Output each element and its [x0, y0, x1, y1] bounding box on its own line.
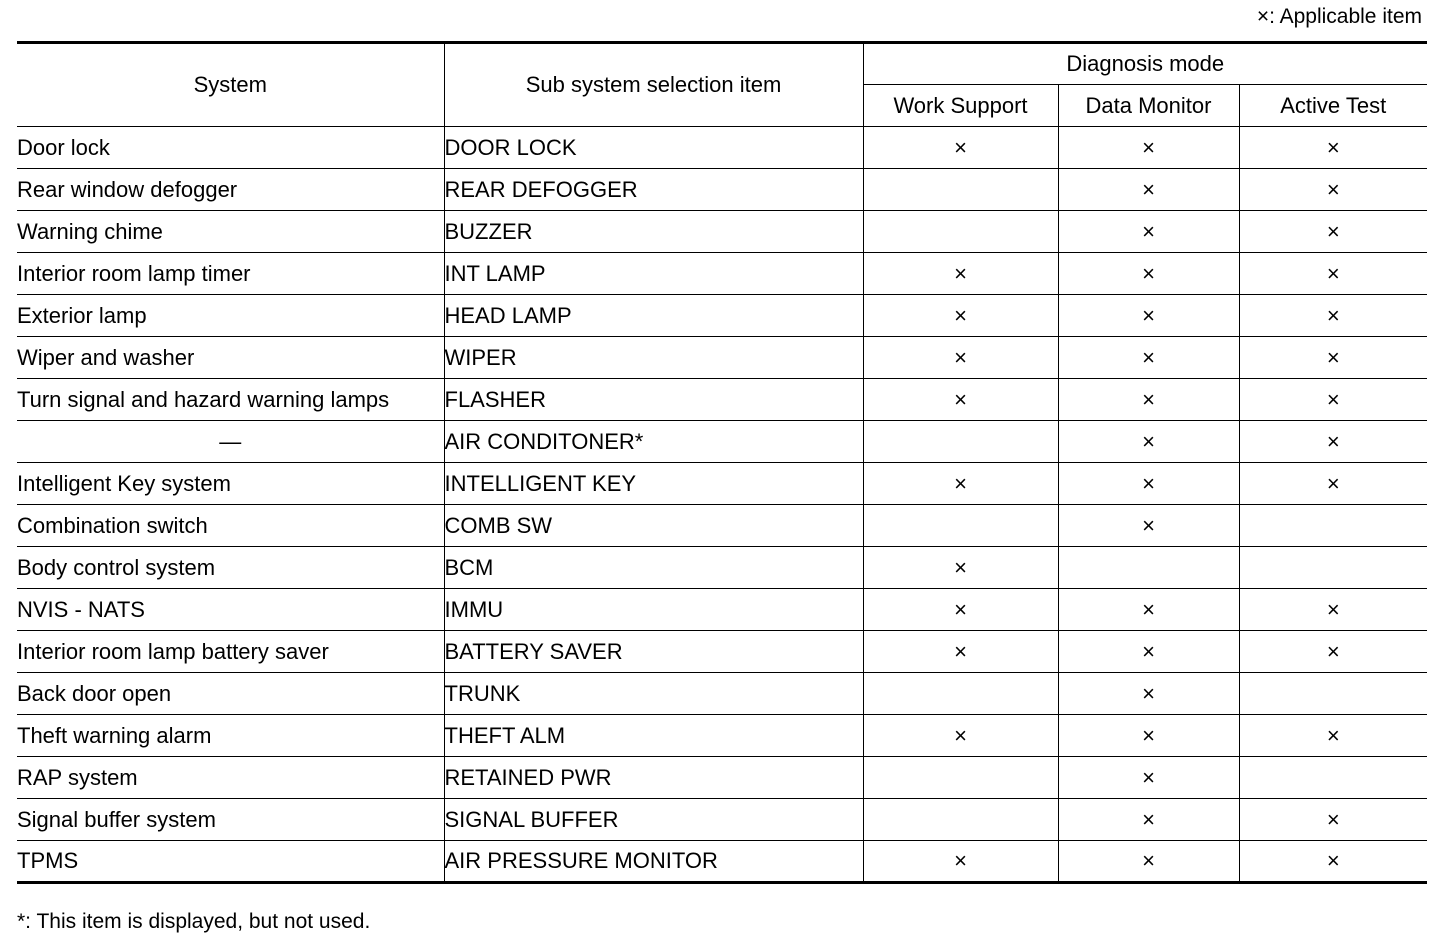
- data-monitor-mark: [1058, 211, 1239, 253]
- system-cell: Intelligent Key system: [17, 463, 444, 505]
- applicable-mark-icon: ×: [1326, 260, 1340, 286]
- table-row: [17, 463, 1427, 505]
- footnote: *: This item is displayed, but not used.: [17, 910, 371, 933]
- applicable-mark-icon: ×: [954, 596, 967, 622]
- applicable-mark-icon: ×: [1326, 176, 1340, 202]
- applicable-mark-icon: ×: [1142, 176, 1155, 202]
- table-row: [17, 631, 1427, 673]
- applicable-mark-icon: ×: [954, 848, 967, 873]
- data-monitor-mark: [1058, 841, 1239, 883]
- sub-system-cell: INTELLIGENT KEY: [444, 463, 863, 505]
- active-test-mark: [1239, 547, 1427, 589]
- table-row: [17, 295, 1427, 337]
- work-support-mark: [863, 589, 1058, 631]
- table-row: [17, 589, 1427, 631]
- table-row: [17, 715, 1427, 757]
- system-cell: Interior room lamp battery saver: [17, 631, 444, 673]
- applicable-mark-icon: ×: [954, 554, 967, 580]
- active-test-mark: [1239, 715, 1427, 757]
- applicable-mark-icon: ×: [954, 134, 967, 160]
- table-row: [17, 169, 1427, 211]
- active-test-mark: [1239, 673, 1427, 715]
- header-active-test: Active Test: [1239, 85, 1427, 127]
- applicable-mark-icon: ×: [1326, 302, 1340, 328]
- sub-system-cell: RETAINED PWR: [444, 757, 863, 799]
- sub-system-cell: TRUNK: [444, 673, 863, 715]
- work-support-mark: [863, 673, 1058, 715]
- table-row: [17, 841, 1427, 883]
- table-row: [17, 547, 1427, 589]
- applicable-mark-icon: ×: [1142, 722, 1155, 748]
- work-support-mark: [863, 253, 1058, 295]
- data-monitor-mark: [1058, 589, 1239, 631]
- system-cell: Combination switch: [17, 505, 444, 547]
- applicable-mark-icon: ×: [1326, 218, 1340, 244]
- applicable-mark-icon: ×: [1326, 428, 1340, 454]
- work-support-mark: [863, 547, 1058, 589]
- legend-note: ×: Applicable item: [1256, 5, 1422, 28]
- system-cell: —: [17, 421, 444, 463]
- work-support-mark: [863, 631, 1058, 673]
- sub-system-cell: THEFT ALM: [444, 715, 863, 757]
- work-support-mark: [863, 211, 1058, 253]
- table-row: [17, 379, 1427, 421]
- active-test-mark: [1239, 379, 1427, 421]
- active-test-mark: [1239, 589, 1427, 631]
- applicable-mark-icon: ×: [1142, 512, 1155, 538]
- applicable-mark-icon: ×: [1142, 764, 1155, 790]
- work-support-mark: [863, 715, 1058, 757]
- header-work-support: Work Support: [863, 85, 1058, 127]
- applicable-mark-icon: ×: [1142, 134, 1155, 160]
- system-cell: TPMS: [17, 841, 444, 883]
- sub-system-cell: SIGNAL BUFFER: [444, 799, 863, 841]
- work-support-mark: [863, 379, 1058, 421]
- active-test-mark: [1239, 253, 1427, 295]
- applicable-mark-icon: ×: [1142, 848, 1155, 873]
- applicable-mark-icon: ×: [1326, 848, 1340, 873]
- applicable-mark-icon: ×: [1142, 260, 1155, 286]
- system-cell: Theft warning alarm: [17, 715, 444, 757]
- work-support-mark: [863, 505, 1058, 547]
- header-system: System: [17, 43, 444, 127]
- sub-system-cell: IMMU: [444, 589, 863, 631]
- sub-system-cell: INT LAMP: [444, 253, 863, 295]
- applicable-mark-icon: ×: [1142, 638, 1155, 664]
- applicable-mark-icon: ×: [954, 470, 967, 496]
- system-cell: Warning chime: [17, 211, 444, 253]
- data-monitor-mark: [1058, 253, 1239, 295]
- table-row: [17, 337, 1427, 379]
- active-test-mark: [1239, 463, 1427, 505]
- data-monitor-mark: [1058, 421, 1239, 463]
- sub-system-cell: FLASHER: [444, 379, 863, 421]
- table-row: [17, 757, 1427, 799]
- table-row: [17, 421, 1427, 463]
- data-monitor-mark: [1058, 799, 1239, 841]
- applicable-mark-icon: ×: [1142, 386, 1155, 412]
- applicable-mark-icon: ×: [1326, 386, 1340, 412]
- data-monitor-mark: [1058, 757, 1239, 799]
- data-monitor-mark: [1058, 379, 1239, 421]
- sub-system-cell: WIPER: [444, 337, 863, 379]
- sub-system-cell: AIR PRESSURE MONITOR: [444, 841, 863, 883]
- data-monitor-mark: [1058, 337, 1239, 379]
- data-monitor-mark: [1058, 715, 1239, 757]
- sub-system-cell: BCM: [444, 547, 863, 589]
- system-cell: Interior room lamp timer: [17, 253, 444, 295]
- applicable-mark-icon: ×: [1142, 218, 1155, 244]
- sub-system-cell: HEAD LAMP: [444, 295, 863, 337]
- work-support-mark: [863, 421, 1058, 463]
- active-test-mark: [1239, 295, 1427, 337]
- applicable-mark-icon: ×: [954, 302, 967, 328]
- active-test-mark: [1239, 841, 1427, 883]
- work-support-mark: [863, 169, 1058, 211]
- data-monitor-mark: [1058, 505, 1239, 547]
- applicable-mark-icon: ×: [1326, 722, 1340, 748]
- active-test-mark: [1239, 631, 1427, 673]
- applicable-mark-icon: ×: [1142, 470, 1155, 496]
- applicable-mark-icon: ×: [1142, 680, 1155, 706]
- sub-system-cell: REAR DEFOGGER: [444, 169, 863, 211]
- system-cell: Exterior lamp: [17, 295, 444, 337]
- applicable-mark-icon: ×: [1142, 806, 1155, 832]
- applicable-mark-icon: ×: [954, 638, 967, 664]
- active-test-mark: [1239, 505, 1427, 547]
- applicable-mark-icon: ×: [1142, 344, 1155, 370]
- applicable-mark-icon: ×: [954, 260, 967, 286]
- system-cell: Turn signal and hazard warning lamps: [17, 379, 444, 421]
- applicable-mark-icon: ×: [1326, 806, 1340, 832]
- data-monitor-mark: [1058, 169, 1239, 211]
- work-support-mark: [863, 799, 1058, 841]
- header-sub-system: Sub system selection item: [444, 43, 863, 127]
- sub-system-cell: DOOR LOCK: [444, 127, 863, 169]
- work-support-mark: [863, 337, 1058, 379]
- table-body: [17, 127, 1427, 883]
- work-support-mark: [863, 295, 1058, 337]
- work-support-mark: [863, 757, 1058, 799]
- table-row: [17, 127, 1427, 169]
- sub-system-cell: COMB SW: [444, 505, 863, 547]
- active-test-mark: [1239, 127, 1427, 169]
- data-monitor-mark: [1058, 463, 1239, 505]
- applicable-mark-icon: ×: [1142, 428, 1155, 454]
- header-diagnosis-mode: Diagnosis mode: [863, 43, 1427, 85]
- active-test-mark: [1239, 337, 1427, 379]
- system-cell: Back door open: [17, 673, 444, 715]
- work-support-mark: [863, 841, 1058, 883]
- data-monitor-mark: [1058, 673, 1239, 715]
- active-test-mark: [1239, 799, 1427, 841]
- applicable-mark-icon: ×: [1326, 470, 1340, 496]
- system-cell: Rear window defogger: [17, 169, 444, 211]
- active-test-mark: [1239, 757, 1427, 799]
- data-monitor-mark: [1058, 295, 1239, 337]
- work-support-mark: [863, 463, 1058, 505]
- applicable-mark-icon: ×: [1326, 134, 1340, 160]
- data-monitor-mark: [1058, 127, 1239, 169]
- sub-system-cell: BUZZER: [444, 211, 863, 253]
- diagnosis-mode-table: [17, 41, 1427, 884]
- applicable-mark-icon: ×: [1326, 596, 1340, 622]
- table-row: [17, 673, 1427, 715]
- applicable-mark-icon: ×: [1142, 302, 1155, 328]
- system-cell: NVIS - NATS: [17, 589, 444, 631]
- applicable-mark-icon: ×: [954, 722, 967, 748]
- system-cell: Wiper and washer: [17, 337, 444, 379]
- applicable-mark-icon: ×: [954, 386, 967, 412]
- system-cell: Signal buffer system: [17, 799, 444, 841]
- applicable-mark-icon: ×: [1326, 344, 1340, 370]
- system-cell: RAP system: [17, 757, 444, 799]
- system-cell: Body control system: [17, 547, 444, 589]
- applicable-mark-icon: ×: [1326, 638, 1340, 664]
- data-monitor-mark: [1058, 631, 1239, 673]
- applicable-mark-icon: ×: [1142, 596, 1155, 622]
- table-row: [17, 211, 1427, 253]
- table-row: [17, 799, 1427, 841]
- sub-system-cell: AIR CONDITONER*: [444, 421, 863, 463]
- active-test-mark: [1239, 211, 1427, 253]
- header-data-monitor: Data Monitor: [1058, 85, 1239, 127]
- work-support-mark: [863, 127, 1058, 169]
- table-row: [17, 253, 1427, 295]
- table-row: [17, 505, 1427, 547]
- applicable-mark-icon: ×: [954, 344, 967, 370]
- sub-system-cell: BATTERY SAVER: [444, 631, 863, 673]
- active-test-mark: [1239, 421, 1427, 463]
- active-test-mark: [1239, 169, 1427, 211]
- system-cell: Door lock: [17, 127, 444, 169]
- data-monitor-mark: [1058, 547, 1239, 589]
